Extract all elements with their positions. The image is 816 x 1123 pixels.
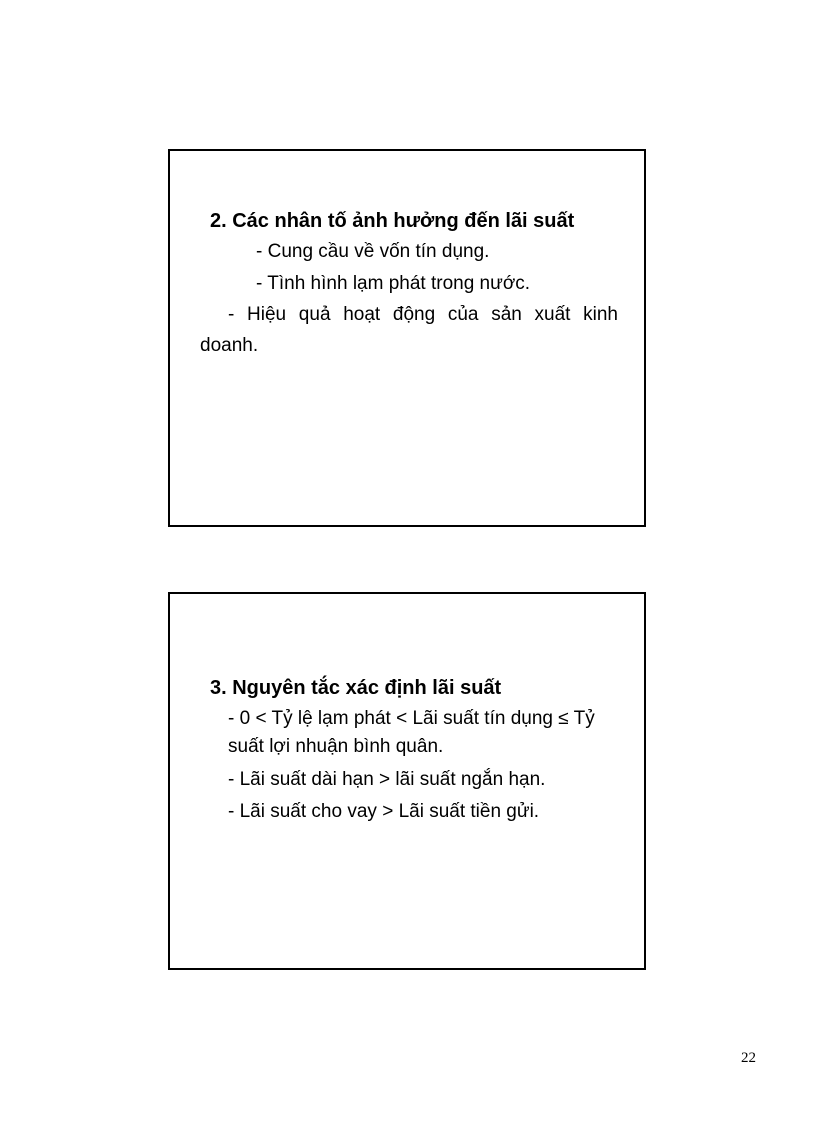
bullet-item: - Tình hình lạm phát trong nước. — [256, 272, 531, 294]
bullet-item: - Hiệu quả hoạt động của sản xuất kinh doanh. — [200, 304, 618, 356]
bullet-item: - Lãi suất cho vay > Lãi suất tiền gửi. — [228, 800, 540, 822]
slide-title: 3. Nguyên tắc xác định lãi suất — [210, 677, 502, 699]
page-number: 22 — [741, 1050, 756, 1066]
slide-interest-rate-principles — [168, 592, 646, 970]
slide-interest-rate-factors — [168, 149, 646, 527]
bullet-list — [228, 705, 618, 827]
bullet-item: - Cung cầu về vốn tín dụng. — [256, 241, 490, 262]
bullet-list — [200, 236, 618, 361]
bullet-item: - 0 < Tỷ lệ lạm phát < Lãi suất tín dụng ≤ Tỷ suất lợi nhuận bình quân. — [228, 708, 595, 757]
slide-title: 2. Các nhân tố ảnh hưởng đến lãi suất — [210, 210, 575, 232]
bullet-item: - Lãi suất dài hạn > lãi suất ngắn hạn. — [228, 769, 546, 790]
